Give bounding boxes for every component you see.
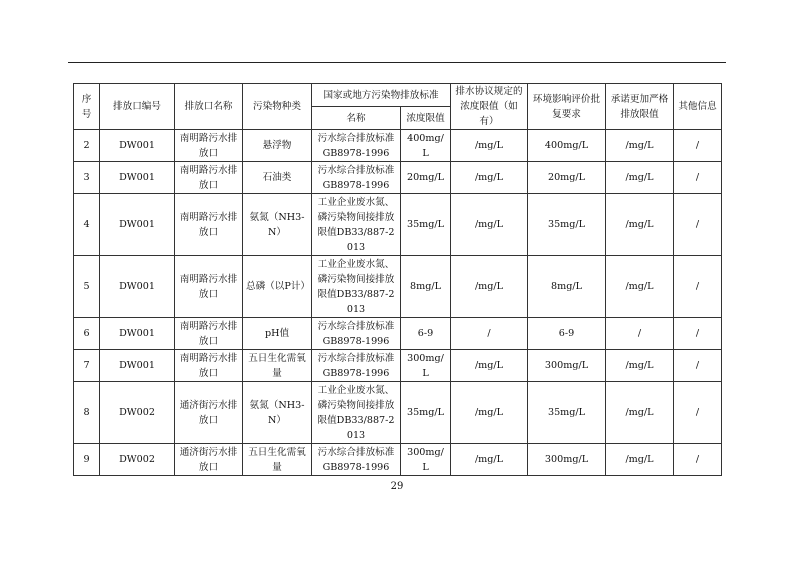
header-stricter-limit: 承诺更加严格排放限值 — [606, 84, 674, 130]
cell-other-info: / — [674, 162, 722, 194]
cell-agreement-limit: /mg/L — [451, 194, 528, 256]
cell-outlet-code: DW001 — [100, 194, 175, 256]
cell-standard-limit: 8mg/L — [401, 256, 451, 318]
cell-outlet-code: DW001 — [100, 350, 175, 382]
cell-stricter-limit: /mg/L — [606, 444, 674, 476]
cell-pollutant: 石油类 — [243, 162, 312, 194]
cell-outlet-code: DW002 — [100, 382, 175, 444]
cell-seq: 3 — [74, 162, 100, 194]
cell-pollutant: pH值 — [243, 318, 312, 350]
header-eia-requirement: 环境影响评价批复要求 — [528, 84, 606, 130]
table-row — [74, 318, 722, 350]
cell-stricter-limit: /mg/L — [606, 130, 674, 162]
cell-outlet-name: 南明路污水排放口 — [175, 350, 243, 382]
table-row — [74, 194, 722, 256]
cell-eia-requirement: 20mg/L — [528, 162, 606, 194]
cell-other-info: / — [674, 194, 722, 256]
cell-seq: 4 — [74, 194, 100, 256]
cell-seq: 6 — [74, 318, 100, 350]
table-row — [74, 130, 722, 162]
cell-agreement-limit: /mg/L — [451, 444, 528, 476]
cell-standard-name: 工业企业废水氮、磷污染物间接排放限值DB33/887-2013 — [312, 256, 401, 318]
cell-agreement-limit: / — [451, 318, 528, 350]
cell-other-info: / — [674, 350, 722, 382]
table-row — [74, 350, 722, 382]
cell-outlet-code: DW001 — [100, 162, 175, 194]
cell-pollutant: 总磷（以P计） — [243, 256, 312, 318]
cell-stricter-limit: /mg/L — [606, 162, 674, 194]
cell-agreement-limit: /mg/L — [451, 256, 528, 318]
cell-seq: 7 — [74, 350, 100, 382]
cell-standard-name: 污水综合排放标准GB8978-1996 — [312, 318, 401, 350]
cell-eia-requirement: 300mg/L — [528, 444, 606, 476]
cell-standard-name: 污水综合排放标准GB8978-1996 — [312, 350, 401, 382]
cell-outlet-code: DW002 — [100, 444, 175, 476]
cell-other-info: / — [674, 256, 722, 318]
cell-eia-requirement: 300mg/L — [528, 350, 606, 382]
cell-stricter-limit: /mg/L — [606, 350, 674, 382]
header-pollutant: 污染物种类 — [243, 84, 312, 130]
header-standard-name: 名称 — [312, 107, 401, 130]
cell-agreement-limit: /mg/L — [451, 130, 528, 162]
cell-standard-limit: 35mg/L — [401, 382, 451, 444]
header-outlet-code: 排放口编号 — [100, 84, 175, 130]
header-rule — [68, 62, 726, 63]
table-row — [74, 382, 722, 444]
cell-standard-limit: 6-9 — [401, 318, 451, 350]
header-other-info: 其他信息 — [674, 84, 722, 130]
cell-other-info: / — [674, 130, 722, 162]
cell-pollutant: 五日生化需氧量 — [243, 444, 312, 476]
cell-agreement-limit: /mg/L — [451, 162, 528, 194]
table-row — [74, 444, 722, 476]
cell-outlet-name: 通济街污水排放口 — [175, 382, 243, 444]
cell-standard-limit: 300mg/L — [401, 350, 451, 382]
cell-stricter-limit: /mg/L — [606, 256, 674, 318]
header-national-standard: 国家或地方污染物排放标准 — [312, 84, 451, 107]
cell-agreement-limit: /mg/L — [451, 382, 528, 444]
cell-stricter-limit: /mg/L — [606, 382, 674, 444]
header-outlet-name: 排放口名称 — [175, 84, 243, 130]
cell-standard-name: 工业企业废水氮、磷污染物间接排放限值DB33/887-2013 — [312, 194, 401, 256]
table-row — [74, 256, 722, 318]
cell-pollutant: 五日生化需氧量 — [243, 350, 312, 382]
cell-outlet-code: DW001 — [100, 318, 175, 350]
cell-seq: 8 — [74, 382, 100, 444]
cell-outlet-name: 南明路污水排放口 — [175, 162, 243, 194]
cell-standard-limit: 400mg/L — [401, 130, 451, 162]
header-seq: 序号 — [74, 84, 100, 130]
cell-pollutant: 氨氮（NH3-N） — [243, 382, 312, 444]
header-standard-limit: 浓度限值 — [401, 107, 451, 130]
cell-eia-requirement: 8mg/L — [528, 256, 606, 318]
cell-outlet-code: DW001 — [100, 256, 175, 318]
cell-other-info: / — [674, 318, 722, 350]
cell-pollutant: 悬浮物 — [243, 130, 312, 162]
cell-eia-requirement: 400mg/L — [528, 130, 606, 162]
cell-outlet-name: 南明路污水排放口 — [175, 194, 243, 256]
cell-standard-limit: 20mg/L — [401, 162, 451, 194]
cell-stricter-limit: / — [606, 318, 674, 350]
table-header — [74, 84, 722, 130]
cell-outlet-name: 南明路污水排放口 — [175, 256, 243, 318]
cell-standard-name: 污水综合排放标准GB8978-1996 — [312, 130, 401, 162]
cell-seq: 2 — [74, 130, 100, 162]
cell-standard-name: 工业企业废水氮、磷污染物间接排放限值DB33/887-2013 — [312, 382, 401, 444]
cell-seq: 5 — [74, 256, 100, 318]
header-agreement-limit: 排水协议规定的浓度限值（如有） — [451, 84, 528, 130]
cell-standard-limit: 300mg/L — [401, 444, 451, 476]
table-body — [74, 130, 722, 476]
cell-agreement-limit: /mg/L — [451, 350, 528, 382]
cell-other-info: / — [674, 444, 722, 476]
cell-outlet-name: 通济街污水排放口 — [175, 444, 243, 476]
cell-eia-requirement: 6-9 — [528, 318, 606, 350]
cell-outlet-name: 南明路污水排放口 — [175, 318, 243, 350]
cell-standard-name: 污水综合排放标准GB8978-1996 — [312, 162, 401, 194]
cell-pollutant: 氨氮（NH3-N） — [243, 194, 312, 256]
cell-standard-limit: 35mg/L — [401, 194, 451, 256]
cell-seq: 9 — [74, 444, 100, 476]
emission-standards-table — [73, 83, 722, 476]
cell-outlet-code: DW001 — [100, 130, 175, 162]
table-row — [74, 162, 722, 194]
cell-outlet-name: 南明路污水排放口 — [175, 130, 243, 162]
cell-eia-requirement: 35mg/L — [528, 382, 606, 444]
cell-other-info: / — [674, 382, 722, 444]
page-number: 29 — [390, 481, 404, 492]
cell-eia-requirement: 35mg/L — [528, 194, 606, 256]
cell-standard-name: 污水综合排放标准GB8978-1996 — [312, 444, 401, 476]
cell-stricter-limit: /mg/L — [606, 194, 674, 256]
